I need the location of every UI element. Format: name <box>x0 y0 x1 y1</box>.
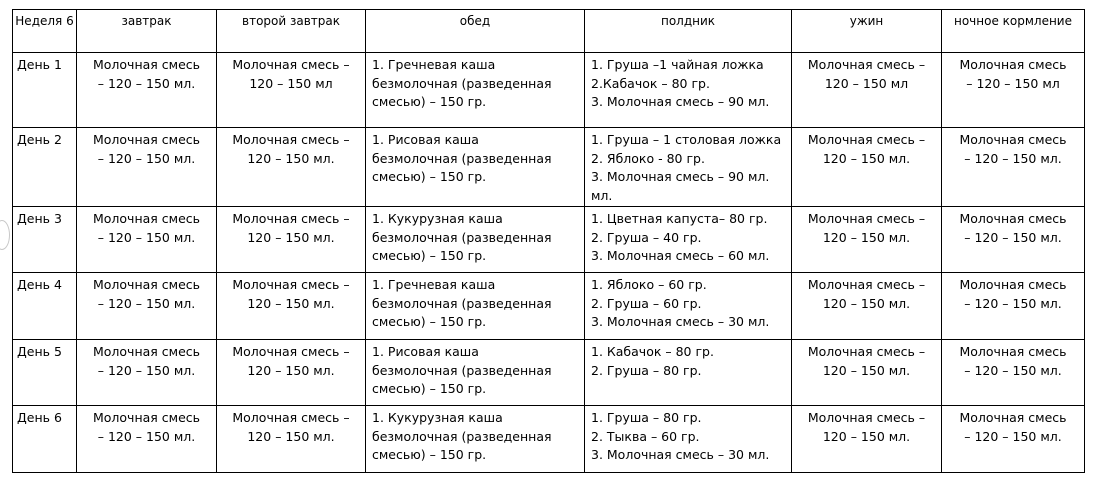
night-feeding-cell <box>942 339 1085 405</box>
cell-text-line: Молочная смесь – <box>232 210 350 226</box>
table-row <box>13 128 1085 207</box>
cell-text-line: Молочная смесь <box>959 132 1067 147</box>
day-cell <box>13 206 77 272</box>
header-dinner: ужин <box>792 10 942 53</box>
cell-text-line: Молочная смесь – <box>807 409 926 425</box>
day-label: День 4 <box>17 276 62 292</box>
cell-text-line: 120 – 150 мл. <box>247 428 335 444</box>
cell-text-line: – 120 – 150 мл. <box>97 428 196 444</box>
cell-text-line: смесью) – 150 гр. <box>372 314 487 330</box>
second-breakfast-cell <box>217 206 366 272</box>
dinner-cell <box>792 53 942 128</box>
header-second-breakfast: второй завтрак <box>217 10 366 53</box>
cell-text-line: Молочная смесь – <box>232 57 350 72</box>
day-cell <box>13 53 77 128</box>
breakfast-cell <box>77 206 217 272</box>
cell-text-line: безмолочная (разведенная <box>372 295 552 311</box>
cell-text-line: 2. Груша – 40 гр. <box>591 229 702 245</box>
cell-text-line: – 120 – 150 мл. <box>964 428 1062 444</box>
night-feeding-cell <box>942 128 1085 207</box>
lunch-cell <box>366 272 585 339</box>
cell-text-line: Молочная смесь – <box>807 57 926 72</box>
cell-text-line: безмолочная (разведенная <box>372 428 552 444</box>
cell-text-line: безмолочная (разведенная <box>372 229 552 245</box>
cell-text-line: 3. Молочная смесь – 30 мл. <box>591 314 770 330</box>
cell-text-line: 120 – 150 мл. <box>247 229 335 245</box>
night-feeding-cell <box>942 272 1085 339</box>
cell-text-line: Молочная смесь – <box>807 343 926 359</box>
cell-text-line: 1. Кукурузная каша <box>372 409 503 425</box>
second-breakfast-cell <box>217 128 366 207</box>
lunch-cell <box>366 206 585 272</box>
dinner-cell <box>792 128 942 207</box>
cell-text-line: Молочная смесь – <box>232 132 350 147</box>
cell-text-line: 120 – 150 мл. <box>247 362 335 378</box>
breakfast-cell <box>77 272 217 339</box>
cell-text-line: Молочная смесь <box>959 57 1067 72</box>
cell-text-line: 2. Яблоко - 80 гр. <box>591 150 705 166</box>
cell-text-line: – 120 – 150 мл. <box>97 75 196 91</box>
cell-text-line: Молочная смесь <box>92 132 200 147</box>
dinner-cell <box>792 405 942 472</box>
night-feeding-cell <box>942 206 1085 272</box>
cell-text-line: Молочная смесь <box>92 409 200 425</box>
cell-text-line: 3. Молочная смесь – 90 мл. <box>591 94 770 110</box>
snack-cell <box>585 128 792 207</box>
breakfast-cell <box>77 339 217 405</box>
header-row <box>13 10 1085 53</box>
cell-text-line: мл. <box>591 188 613 204</box>
cell-text-line: безмолочная (разведенная <box>372 75 552 91</box>
cell-text-line: 2. Тыква – 60 гр. <box>591 428 700 444</box>
cell-text-line: – 120 – 150 мл. <box>97 229 196 245</box>
day-cell <box>13 339 77 405</box>
cell-text-line: 120 – 150 мл. <box>822 150 911 166</box>
cell-text-line: 120 – 150 мл. <box>247 150 335 166</box>
cell-text-line: – 120 – 150 мл. <box>97 362 196 378</box>
cell-text-line: 120 – 150 мл. <box>247 295 335 311</box>
header-week: Неделя 6 <box>13 10 77 53</box>
cell-text-line: 120 – 150 мл. <box>822 295 911 311</box>
cell-text-line: 2. Груша – 80 гр. <box>591 362 702 378</box>
cell-text-line: безмолочная (разведенная <box>372 362 552 378</box>
table-row <box>13 405 1085 472</box>
day-label: День 5 <box>17 343 62 359</box>
dinner-cell <box>792 272 942 339</box>
snack-cell <box>585 206 792 272</box>
second-breakfast-cell <box>217 339 366 405</box>
cell-text-line: – 120 – 150 мл. <box>97 150 196 166</box>
day-label: День 6 <box>17 409 62 425</box>
dinner-cell <box>792 339 942 405</box>
lunch-cell <box>366 405 585 472</box>
cell-text-line: – 120 – 150 мл. <box>97 295 196 311</box>
cell-text-line: 120 – 150 мл <box>249 75 333 91</box>
cell-text-line: 2. Груша – 60 гр. <box>591 295 702 311</box>
breakfast-cell <box>77 53 217 128</box>
cell-text-line: 2.Кабачок – 80 гр. <box>591 75 710 91</box>
lunch-cell <box>366 53 585 128</box>
table-row <box>13 272 1085 339</box>
cell-text-line: Молочная смесь – <box>232 276 350 292</box>
cell-text-line: смесью) – 150 гр. <box>372 447 487 463</box>
cell-text-line: Молочная смесь <box>959 343 1067 359</box>
cell-text-line: смесью) – 150 гр. <box>372 381 487 397</box>
cell-text-line: – 120 – 150 мл. <box>964 295 1062 311</box>
snack-cell <box>585 53 792 128</box>
cell-text-line: 1. Груша – 1 столовая ложка <box>591 132 782 147</box>
cell-text-line: Молочная смесь – <box>807 210 926 226</box>
snack-cell <box>585 339 792 405</box>
cell-text-line: – 120 – 150 мл. <box>964 362 1062 378</box>
day-label: День 1 <box>17 57 62 72</box>
cell-text-line: – 120 – 150 мл <box>966 75 1060 91</box>
night-feeding-cell <box>942 405 1085 472</box>
table-row <box>13 206 1085 272</box>
cell-text-line: 1. Цветная капуста– 80 гр. <box>591 210 768 226</box>
cell-text-line: 1. Кабачок – 80 гр. <box>591 343 714 359</box>
cell-text-line: – 120 – 150 мл. <box>964 150 1062 166</box>
lunch-cell <box>366 339 585 405</box>
table-row <box>13 53 1085 128</box>
cell-text-line: 3. Молочная смесь – 90 мл. <box>591 169 770 185</box>
cell-text-line: 1. Рисовая каша <box>372 132 479 147</box>
day-cell <box>13 272 77 339</box>
cell-text-line: 120 – 150 мл. <box>822 362 911 378</box>
cell-text-line: Молочная смесь <box>959 276 1067 292</box>
day-label: День 3 <box>17 210 62 226</box>
day-label: День 2 <box>17 132 62 147</box>
cell-text-line: 3. Молочная смесь – 60 мл. <box>591 248 770 264</box>
snack-cell <box>585 405 792 472</box>
cell-text-line: безмолочная (разведенная <box>372 150 552 166</box>
cell-text-line: Молочная смесь <box>92 57 200 72</box>
header-breakfast: завтрак <box>77 10 217 53</box>
cell-text-line: Молочная смесь <box>92 210 200 226</box>
cell-text-line: 1. Груша –1 чайная ложка <box>591 57 764 72</box>
cell-text-line: 1. Кукурузная каша <box>372 210 503 226</box>
breakfast-cell <box>77 128 217 207</box>
header-lunch: обед <box>366 10 585 53</box>
breakfast-cell <box>77 405 217 472</box>
night-feeding-cell <box>942 53 1085 128</box>
second-breakfast-cell <box>217 405 366 472</box>
cell-text-line: 3. Молочная смесь – 30 мл. <box>591 447 770 463</box>
cell-text-line: 120 – 150 мл <box>824 75 909 91</box>
cell-text-line: Молочная смесь <box>92 343 200 359</box>
cell-text-line: смесью) – 150 гр. <box>372 169 487 185</box>
cell-text-line: смесью) – 150 гр. <box>372 94 487 110</box>
page-edge-handle <box>0 220 10 250</box>
cell-text-line: смесью) – 150 гр. <box>372 248 487 264</box>
second-breakfast-cell <box>217 53 366 128</box>
cell-text-line: 1. Яблоко – 60 гр. <box>591 276 707 292</box>
cell-text-line: – 120 – 150 мл. <box>964 229 1062 245</box>
cell-text-line: 1. Груша – 80 гр. <box>591 409 702 425</box>
header-snack: полдник <box>585 10 792 53</box>
cell-text-line: Молочная смесь – <box>232 409 350 425</box>
cell-text-line: Молочная смесь – <box>807 132 926 147</box>
cell-text-line: Молочная смесь <box>92 276 200 292</box>
snack-cell <box>585 272 792 339</box>
cell-text-line: 1. Гречневая каша <box>372 276 496 292</box>
day-cell <box>13 405 77 472</box>
cell-text-line: 1. Гречневая каша <box>372 57 496 72</box>
cell-text-line: Молочная смесь – <box>232 343 350 359</box>
dinner-cell <box>792 206 942 272</box>
feeding-schedule-table <box>12 9 1085 473</box>
cell-text-line: Молочная смесь <box>959 210 1067 226</box>
cell-text-line: 120 – 150 мл. <box>822 229 911 245</box>
cell-text-line: 1. Рисовая каша <box>372 343 479 359</box>
day-cell <box>13 128 77 207</box>
cell-text-line: Молочная смесь <box>959 409 1067 425</box>
cell-text-line: 120 – 150 мл. <box>822 428 911 444</box>
table-row <box>13 339 1085 405</box>
second-breakfast-cell <box>217 272 366 339</box>
cell-text-line: Молочная смесь – <box>807 276 926 292</box>
header-night-feeding: ночное кормление <box>942 10 1085 53</box>
lunch-cell <box>366 128 585 207</box>
